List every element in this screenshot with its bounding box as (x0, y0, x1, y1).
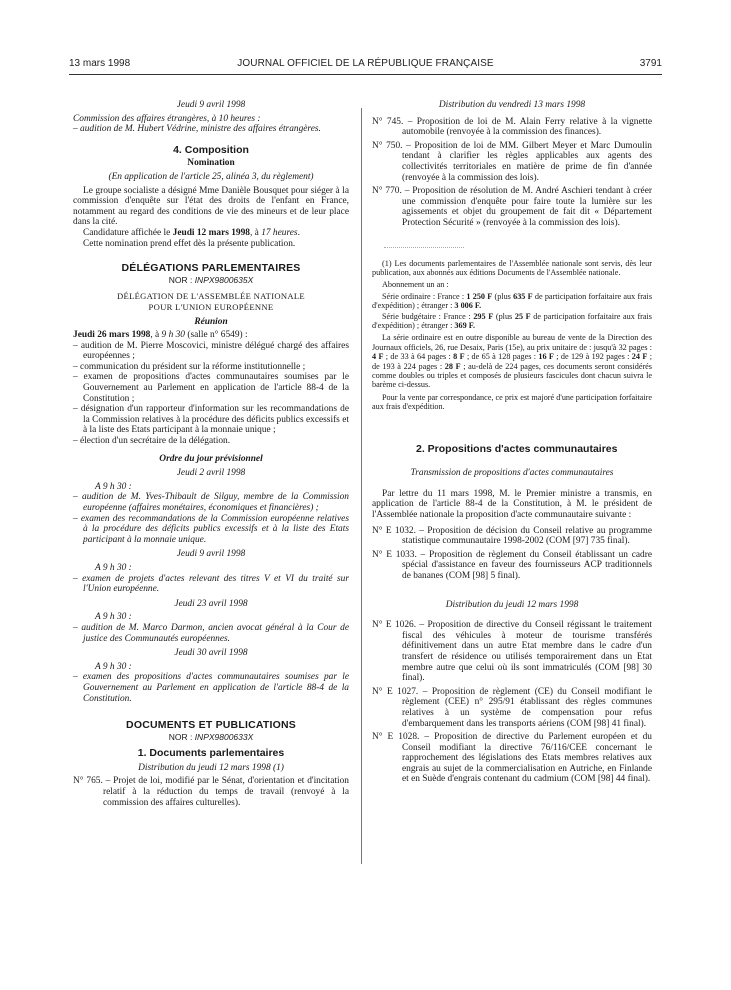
distribution-heading: Distribution du jeudi 12 mars 1998 (445, 599, 579, 610)
reunion-item: – élection d'un secrétaire de la délégation. (73, 436, 231, 447)
footnote-intro: (1) Les documents parlementaires de l'Assemblée nationale sont servis, dès leur publication, aux abonnés aux éditions Documents de l'Assemblée nationale. (372, 258, 652, 277)
commission-item: – audition de M. Hubert Védrine, ministre des affaires étrangères. (73, 124, 321, 135)
community-act-entry: N° E 1026. – Proposition de directive du Conseil régissant le traitement fiscal des véhicules à moteur de tourisme transférés définitivement dans un autre Etat membre dans le cadre d'un transfert de résidence ou utilisés temporairement dans un Etat membre autre que celui où ils sont immatriculés (COM [98] 30 final). (372, 620, 652, 684)
documents-heading: DOCUMENTS ET PUBLICATIONS (126, 719, 296, 732)
reunion-item: – examen de propositions d'actes communautaires soumises par le Gouvernement au Parlement en application de l'article 88-4 de la Constitution ; (73, 372, 349, 404)
footnote-text: (plus (493, 311, 515, 321)
transmission-paragraph: Par lettre du 11 mars 1998, M. le Premier ministre a transmis, en application de l'article 88-4 de la Constitution, à M. le président de l'Assemblée nationale la proposition d'acte communautaire suivante : (372, 488, 652, 520)
price: 4 F (372, 352, 384, 362)
nor-label: NOR : (168, 274, 195, 285)
footnote-abonnement: Abonnement un an : (382, 280, 449, 290)
delegations-nor (73, 275, 349, 286)
page-header (69, 56, 662, 72)
nor-code: INPX9800633X (194, 731, 254, 742)
delegation-name-line-1: DÉLÉGATION DE L'ASSEMBLÉE NATIONALE (117, 291, 305, 302)
header-divider (69, 74, 662, 75)
agenda-item: – audition de M. Yves-Thibault de Silguy, membre de la Commission européenne (affaires monétaires, économiques et financières) ; (73, 492, 349, 513)
agenda-item: – examen des recommandations de la Commission européenne relatives à la procédure des déficits publics excessifs et à la liste des Etats participant à la monnaie unique. (73, 513, 349, 545)
journal-title: JOURNAL OFFICIEL DE LA RÉPUBLIQUE FRANÇAISE (237, 58, 494, 69)
nomination-subtitle: (En application de l'article 25, alinéa 3, du règlement) (108, 171, 314, 182)
footnote-text: de participation forfaitaire aux frais d'expédition) ; étranger : (372, 311, 652, 330)
price: 635 F (513, 291, 533, 301)
document-entry: N° 750. – Proposition de loi de MM. Gilbert Meyer et Marc Dumoulin tendant à clarifier les règles applicables aux agents des collectivités territoriales en matière de prime de fin d'année (renvoyée à la commission des lois). (372, 140, 652, 183)
candidature-text: Candidature affichée le (83, 227, 173, 238)
footnote-text: Série ordinaire : France : (382, 291, 467, 301)
documents-parlementaires-heading: 1. Documents parlementaires (137, 747, 285, 760)
distribution-heading: Distribution du vendredi 13 mars 1998 (438, 100, 586, 110)
community-act-entry: N° E 1032. – Proposition de décision du Conseil relative au programme statistique communautaire 1998-2002 (COM [97] 735 final). (372, 525, 652, 547)
candidature-time: 17 heures (261, 227, 298, 238)
documents-nor (73, 732, 349, 743)
reunion-item: – audition de M. Pierre Moscovici, ministre délégué chargé des affaires européennes ; (73, 340, 349, 362)
agenda-date: Jeudi 9 avril 1998 (176, 100, 246, 110)
footnote-text: ; de 129 à 192 pages : (553, 352, 632, 362)
price: 369 F. (454, 320, 476, 330)
agenda-time: A 9 h 30 : (95, 481, 132, 492)
footnote (372, 259, 652, 412)
reunion-heading: Réunion (194, 316, 228, 327)
footnote-divider (384, 247, 464, 249)
footnote-text: de participation forfaitaire aux frais d'expédition) ; étranger : (372, 291, 653, 311)
footnote-serie-ordinaire (372, 292, 652, 311)
document-entry: N° 745. – Proposition de loi de M. Alain Ferry relative à la vignette automobile (renvoyée à la commission des finances). (372, 116, 652, 138)
nomination-paragraph: Le groupe socialiste a désigné Mme Danièle Bousquet pour siéger à la commission d'enquête sur l'état des droits de l'enfant en France, notamment au regard des conditions de vie des mineurs et de leur place dans la cité. (73, 185, 349, 228)
community-act-entry: N° E 1027. – Proposition de règlement (CE) du Conseil modifiant le règlement (CEE) n° 295/91 établissant des règles communes relatives à un système de compensation pour refus d'embarquement dans les transports aériens (COM [98] 41 final). (372, 686, 652, 729)
distribution-heading: Distribution du jeudi 12 mars 1998 (1) (138, 762, 284, 773)
document-entry: N° 765. – Projet de loi, modifié par le Sénat, d'orientation et d'incitation relatif à la réduction du temps de travail (renvoyé à la commission des affaires culturelles). (73, 776, 349, 808)
price: 3 006 F. (454, 301, 482, 311)
reunion-date-line (73, 330, 349, 341)
price: 24 F (631, 352, 648, 362)
community-act-entry: N° E 1028. – Proposition de directive du Parlement européen et du Conseil modifiant la directive 76/116/CEE concernant le rapprochement des législations des Etats membres relatives aux engrais au sujet de la commercialisation en Autriche, en Finlande et en Suède d'engrais contenant du cadmium (COM [98] 44 final). (372, 732, 652, 785)
agenda-date: Jeudi 9 avril 1998 (176, 549, 246, 560)
reunion-item: – désignation d'un rapporteur d'information sur les recommandations de la Commission relatives à la procédure des déficits publics excessifs et à la liste des Etats participant à la monnaie unique ; (73, 404, 349, 436)
agenda-date: Jeudi 30 avril 1998 (174, 648, 248, 659)
agenda-date: Jeudi 23 avril 1998 (174, 598, 248, 609)
document-entry: N° 770. – Proposition de résolution de M. André Aschieri tendant à créer une commission d'enquête pour faire toute la lumière sur les agissements et objet du groupement de fait dit « Département Protection Sécurité » (renvoyée à la commission des lois). (372, 186, 652, 228)
agenda-item: – examen des propositions d'actes communautaires soumises par le Gouvernement au Parlement en application de l'article 88-4 de la Constitution. (73, 672, 349, 704)
price: 1 250 F (466, 291, 493, 301)
footnote-text: ; de 193 à 224 pages : (372, 352, 652, 371)
reunion-date: Jeudi 26 mars 1998 (73, 330, 151, 341)
footnote-text: La série ordinaire est en outre disponible au bureau de vente de la Direction des Journaux officiels, 26, rue Desaix, Paris (15e), au prix unitaire de : jusqu'à 32 pages : (372, 333, 652, 352)
effect-paragraph: Cette nomination prend effet dès la présente publication. (83, 238, 296, 249)
agenda-time: A 9 h 30 : (95, 612, 132, 623)
reunion-item: – communication du président sur la réforme institutionnelle ; (73, 361, 306, 372)
delegations-heading: DÉLÉGATIONS PARLEMENTAIRES (121, 262, 301, 275)
price: 28 F (444, 361, 461, 371)
header-date: 13 mars 1998 (69, 58, 131, 69)
agenda-item: – audition de M. Marco Darmon, ancien avocat général à la Cour de justice des Communautés européennes. (73, 622, 349, 644)
footnote-serie-budgetaire (372, 312, 652, 331)
ordre-du-jour-heading: Ordre du jour prévisionnel (159, 453, 263, 464)
footnote-text: (plus (492, 291, 514, 301)
transmission-heading: Transmission de propositions d'actes communautaires (410, 468, 614, 479)
reunion-text: , à (150, 330, 162, 341)
candidature-date: Jeudi 12 mars 1998 (172, 227, 250, 238)
page-number: 3791 (639, 58, 662, 69)
nor-code: INPX9800635X (194, 274, 254, 285)
price: 295 F (473, 311, 494, 321)
footnote-text: ; de 65 à 128 pages : (464, 352, 539, 362)
nor-label: NOR : (168, 731, 195, 742)
agenda-item: – examen de projets d'actes relevant des titres V et VI du traité sur l'Union européenne. (73, 573, 349, 595)
right-column (372, 100, 652, 788)
agenda-time: A 9 h 30 : (95, 661, 132, 672)
footnote-text: Série budgétaire : France : (382, 311, 474, 321)
candidature-text: . (297, 227, 300, 238)
reunion-time: 9 h 30 (161, 330, 185, 341)
price: 16 F (538, 352, 554, 362)
community-act-entry: N° E 1033. – Proposition de règlement du Conseil établissant un cadre spécial d'assistance en faveur des fournisseurs ACP traditionnels de bananes (COM [98] 5 final). (372, 549, 652, 581)
column-divider (361, 108, 362, 864)
reunion-room: (salle n° 6549) : (184, 330, 248, 341)
left-column (73, 100, 349, 811)
candidature-paragraph (73, 228, 349, 239)
candidature-text: , à (249, 227, 262, 238)
footnote-correspondance: Pour la vente par correspondance, ce prix est majoré d'une participation forfaitaire aux frais d'expédition. (372, 392, 652, 412)
footnote-vente (372, 333, 652, 389)
commission-line: Commission des affaires étrangères, à 10 heures : (73, 113, 261, 124)
footnote-text: ; de 33 à 64 pages : (383, 352, 454, 362)
nomination-heading: Nomination (187, 158, 235, 169)
price: 8 F (453, 352, 465, 362)
delegation-name-line-2: POUR L'UNION EUROPÉENNE (148, 301, 274, 312)
price: 25 F (514, 311, 531, 321)
composition-heading: 4. Composition (173, 143, 249, 156)
propositions-heading: 2. Propositions d'actes communautaires (416, 442, 618, 455)
agenda-time: A 9 h 30 : (95, 562, 132, 573)
footnote-text: ; au-delà de 224 pages, ces documents seront considérés comme doubles ou triples et composés de plusieurs fascicules dont chacun suivra le barème ci-dessus. (372, 361, 652, 390)
agenda-date: Jeudi 2 avril 1998 (176, 468, 246, 479)
